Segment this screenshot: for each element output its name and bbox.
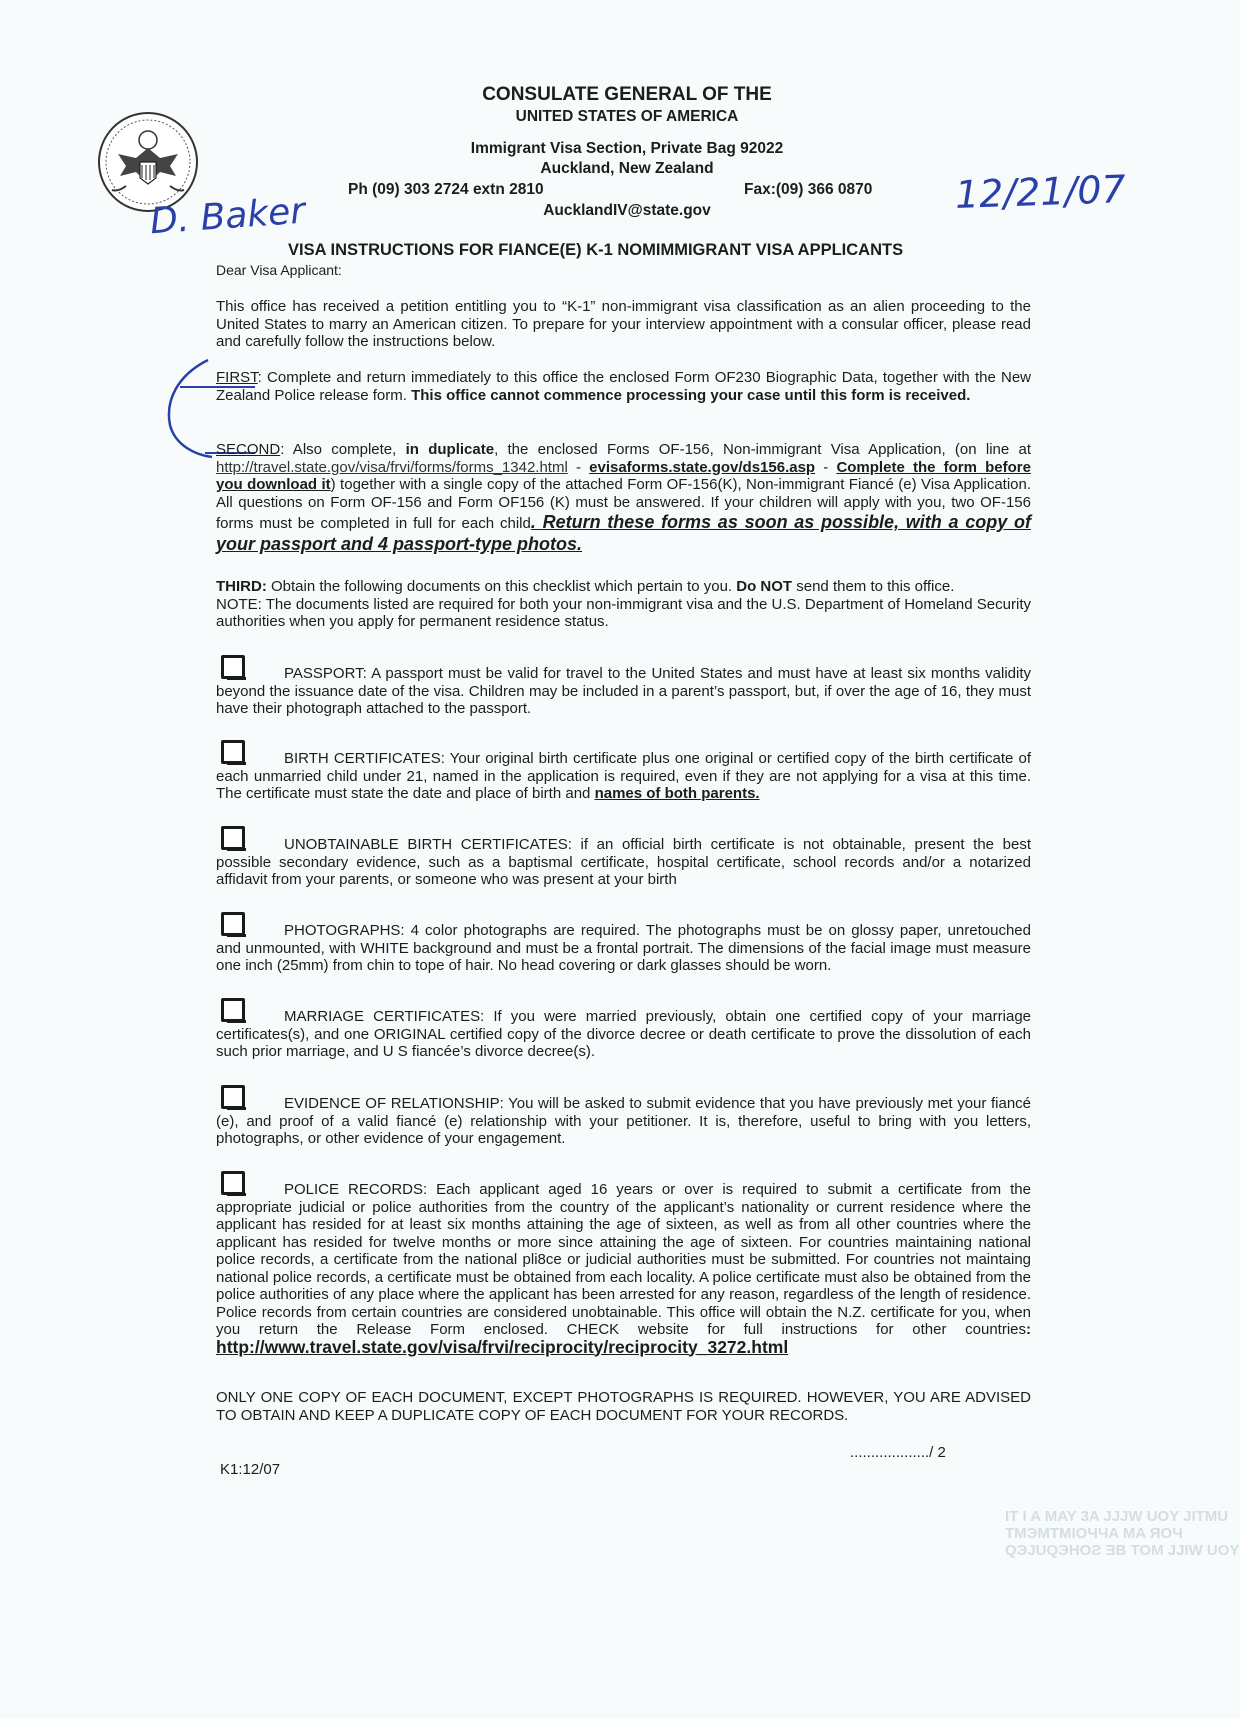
closing-notice: ONLY ONE COPY OF EACH DOCUMENT, EXCEPT PHOTOGRAPHS IS REQUIRED. HOWEVER, YOU ARE ADVISED TO OBTAIN AND KEEP A DUPLICATE COPY OF EACH DOCUMENT FOR YOUR RECORDS. (216, 1389, 1031, 1424)
first-text: : Complete and return immediately to this office the enclosed Form OF230 Biographic Data, together with the New Zealand Police release form. (216, 369, 1031, 404)
third-label: THIRD: (216, 578, 267, 595)
third-text-2: send them to this office. (792, 578, 955, 595)
second-text-3: ) together with a single copy of the attached Form OF-156(K), Non-immigrant Fiancé (e) Visa Application. All questions on Form OF-156 and Form OF156 (K) must be answered. If your children will apply with you, two OF-156 forms must be completed in full for each child (216, 476, 1032, 532)
separator-2: - (815, 458, 837, 476)
third-instruction (216, 578, 1031, 631)
fax-number: Fax:(09) 366 0870 (744, 181, 873, 198)
forms-link[interactable]: http://travel.state.gov/visa/frvi/forms/forms_1342.html (216, 458, 568, 476)
separator-1: - (567, 458, 590, 476)
passport-text: PASSPORT: A passport must be valid for travel to the United States and must have at least six months validity beyond the issuance date of the visa. Children may be included in a parent’s passport, but, if over the age of 16, they must have their photograph attached to the passport. (216, 665, 1031, 717)
email-address: AucklandIV@state.gov (543, 202, 711, 219)
unobtainable-birth-text: UNOBTAINABLE BIRTH CERTIFICATES: if an official birth certificate is not obtainable, present the best possible secondary evidence, such as a baptismal certificate, hospital certificate, school records and/or a notarized affidavit from your parents, or someone who was present at your birth (216, 836, 1031, 888)
second-label: SECOND (216, 441, 281, 458)
evisaforms-link[interactable]: evisaforms.state.gov/ds156.asp (589, 458, 816, 476)
do-not-emphasis: Do NOT (736, 578, 793, 595)
police-records-item (216, 1181, 1031, 1357)
police-records-text: POLICE RECORDS: Each applicant aged 16 years or over is required to submit a certificate from the appropriate judicial or police authorities from the country of the applicant’s nationality or current residence where the applicant has resided for at least six months attaining the age of sixteen, as well as from all other countries where the applicant has resided for twelve months or more since attaining the age of sixteen. For countries maintaining national police records, a certificate from the national pli8ce or judicial authorities must be submitted. For countries not maintaing national police records, a certificate must be obtained from each locality. A police certificate must also be obtained from the police authorities of any place where the applicant has been arrested for any reason, regardless of the length of residence. Police records from certain countries are considered unobtainable. This office will obtain the N.Z. certificate for you, when you return the Release Form enclosed. CHECK website for full instructions for other countries (216, 1181, 1031, 1338)
handwritten-date: 12/21/07 (954, 167, 1127, 217)
relationship-evidence-text: EVIDENCE OF RELATIONSHIP: You will be asked to submit evidence that you have previously met your fiancé (e), and proof of a valid fiancé (e) relationship with your petitioner. It is, therefore, useful to bring with you letters, photographs, or other evidence of your engagement. (216, 1095, 1031, 1147)
consulate-title: CONSULATE GENERAL OF THE (482, 84, 772, 105)
form-code: K1:12/07 (220, 1461, 281, 1478)
handwritten-name: D. Baker (148, 190, 307, 243)
third-text-1: Obtain the following documents on this checklist which pertain to you. (266, 578, 737, 595)
unobtainable-birth-item (216, 836, 1031, 889)
birth-certificates-item (216, 750, 1031, 803)
second-text-1: : Also complete, (280, 441, 406, 458)
return-forms-emphasis: . Return these forms as soon as possible, with a copy of your passport and 4 passport-type photos. (216, 512, 1032, 554)
duplicate-emphasis: in duplicate (405, 441, 495, 458)
intro-paragraph: This office has received a petition entitling you to “K-1” non-immigrant visa classification as an alien proceeding to the United States to marry an American citizen. To prepare for your interview appointment with a consular officer, please read and carefully follow the instructions below. (216, 298, 1031, 350)
link-lead: : (1026, 1321, 1031, 1338)
photographs-item (216, 922, 1031, 975)
phone-number: Ph (09) 303 2724 extn 2810 (348, 181, 544, 198)
document-title: VISA INSTRUCTIONS FOR FIANCE(E) K-1 NOMIMMIGRANT VISA APPLICANTS (288, 241, 904, 259)
visa-section: Immigrant Visa Section, Private Bag 92022 (470, 140, 784, 157)
bleed-through-text: IT I A MAY 3A JJJW UOY JITMU TMЭMTMIOЧЧA MA ЯOЧ QЭJUQЭHOƧ ƎВ TOM JJIW UOY (1005, 1508, 1240, 1559)
second-instruction (216, 441, 1031, 555)
passport-item (216, 665, 1031, 718)
photographs-text: PHOTOGRAPHS: 4 color photographs are required. The photographs must be on glossy paper, unretouched and unmounted, with WHITE background and must be a frontal portrait. The dimensions of the facial image must measure one inch (25mm) from chin to tope of hair. No head covering or dark glasses should be worn. (216, 922, 1031, 974)
first-instruction (216, 369, 1031, 404)
second-text-2: , the enclosed Forms OF-156, Non-immigrant Visa Application, (on line at (494, 441, 1032, 458)
first-label: FIRST (216, 369, 258, 386)
country-title: UNITED STATES OF AMERICA (515, 108, 739, 125)
reciprocity-link[interactable]: http://www.travel.state.gov/visa/frvi/reciprocity/reciprocity_3272.html (216, 1336, 789, 1357)
city-line: Auckland, New Zealand (540, 160, 714, 177)
names-of-parents-emphasis: names of both parents. (594, 785, 760, 802)
marriage-certificates-item (216, 1008, 1031, 1061)
third-note: NOTE: The documents listed are required for both your non-immigrant visa and the U.S. Department of Homeland Security authorities when you apply for permanent residence status. (216, 595, 1031, 630)
page-continuation-marker: .................../ 2 (850, 1444, 946, 1461)
marriage-certificates-text: MARRIAGE CERTIFICATES: If you were married previously, obtain one certified copy of your marriage certificates(s), and one ORIGINAL certified copy of the divorce decree or death certificate to prove the dissolution of each such prior marriage, and U S fiancée’s divorce decree(s). (216, 1008, 1031, 1060)
birth-certificates-text: BIRTH CERTIFICATES: Your original birth certificate plus one original or certified copy of the birth certificate of each unmarried child under 21, named in the application is required, even if they are not applying for a visa at this time. The certificate must state the date and place of birth and (216, 750, 1031, 802)
salutation: Dear Visa Applicant: (216, 262, 342, 278)
first-bold-text: This office cannot commence processing your case until this form is received. (411, 386, 971, 404)
complete-form-note: Complete the form before you download it (216, 458, 1031, 493)
relationship-evidence-item (216, 1095, 1031, 1148)
